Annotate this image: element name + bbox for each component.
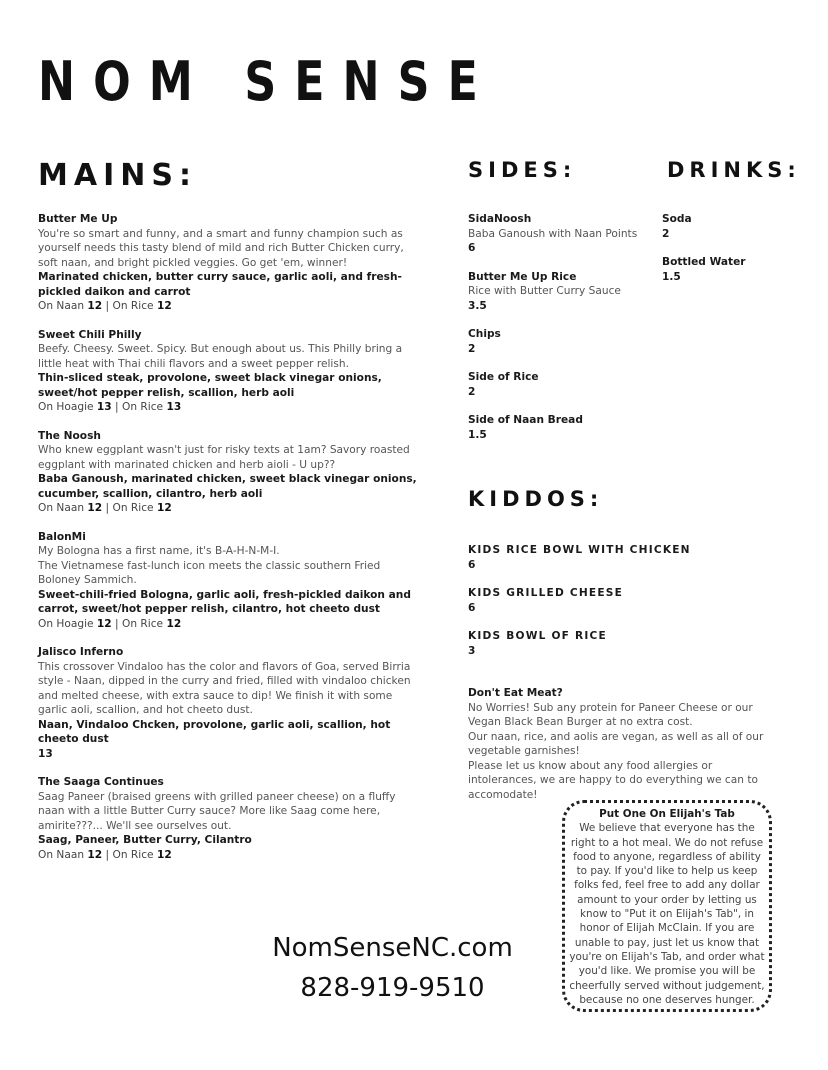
menu-item bbox=[38, 775, 420, 862]
item-name: The Noosh bbox=[38, 429, 101, 442]
menu-item bbox=[38, 429, 420, 516]
price-separator: | bbox=[105, 300, 110, 312]
price-value: 13 bbox=[38, 747, 53, 760]
item-name: Sweet Chili Philly bbox=[38, 328, 142, 341]
side-item bbox=[468, 327, 653, 356]
kids-item bbox=[468, 629, 798, 658]
kids-item bbox=[468, 586, 798, 615]
side-item bbox=[468, 413, 653, 442]
item-ingredients: Naan, Vindaloo Chcken, provolone, garlic aoli, scallion, hot cheeto dust bbox=[38, 718, 391, 745]
drink-name: Bottled Water bbox=[662, 256, 746, 268]
price-separator: | bbox=[105, 848, 110, 861]
drinks-heading: DRINKS: bbox=[667, 158, 801, 182]
price-value: 12 bbox=[156, 300, 172, 312]
website-link[interactable]: NomSenseNC.com bbox=[272, 933, 513, 963]
vegan-note-line: No Worries! Sub any protein for Paneer Cheese or our Vegan Black Bean Burger at no extra cost. bbox=[468, 701, 753, 728]
price-label: On Naan bbox=[38, 848, 85, 861]
item-price bbox=[38, 299, 420, 314]
drink-price: 2 bbox=[662, 227, 670, 240]
item-description: Beefy. Cheesy. Sweet. Spicy. But enough about us. This Philly bring a little heat with Thai chili flavors and a sweet pepper relish. bbox=[38, 343, 403, 370]
side-name: Side of Naan Bread bbox=[468, 414, 583, 426]
side-name: Side of Rice bbox=[468, 371, 539, 383]
vegan-note-line: Please let us know about any food allergies or intolerances, we are happy to do everything we can to accomodate! bbox=[468, 759, 758, 801]
kids-item-name: KIDS BOWL OF RICE bbox=[468, 630, 607, 642]
side-name: SidaNoosh bbox=[468, 213, 532, 225]
item-description: Who knew eggplant wasn't just for risky texts at 1am? Savory roasted eggplant with marinated chicken and herb aioli - U up?? bbox=[38, 444, 410, 471]
price-value: 12 bbox=[96, 617, 112, 630]
mains-heading: MAINS: bbox=[38, 158, 197, 193]
item-ingredients: Saag, Paneer, Butter Curry, Cilantro bbox=[38, 834, 252, 846]
vegan-note-line: Our naan, rice, and aolis are vegan, as well as all of our vegetable garnishes! bbox=[468, 730, 764, 757]
side-price: 1.5 bbox=[468, 428, 487, 441]
item-description: My Bologna has a first name, it's B-A-H-N-M-I. bbox=[38, 545, 280, 557]
side-item bbox=[468, 370, 653, 399]
menu-item bbox=[38, 530, 420, 632]
side-item bbox=[468, 270, 653, 314]
price-label: On Rice bbox=[112, 300, 154, 312]
menu-item bbox=[38, 212, 420, 314]
kiddos-list bbox=[468, 543, 798, 672]
side-price: 2 bbox=[468, 342, 476, 355]
item-price bbox=[38, 848, 420, 863]
price-label: On Rice bbox=[122, 617, 164, 630]
price-label: On Naan bbox=[38, 300, 85, 312]
menu-item bbox=[38, 645, 420, 761]
item-description: This crossover Vindaloo has the color and flavors of Goa, served Birria style - Naan, dipped in the curry and fried, filled with vindaloo chicken and melted cheese, with extra sauce to dip! We finish it with some garlic aoli, scallion, and hot cheeto dust. bbox=[38, 660, 411, 716]
kids-item-price: 6 bbox=[468, 558, 476, 571]
phone-number[interactable]: 828-919-9510 bbox=[300, 973, 485, 1003]
price-label: On Hoagie bbox=[38, 617, 94, 630]
side-price: 2 bbox=[468, 385, 476, 398]
side-name: Chips bbox=[468, 328, 501, 340]
drinks-list bbox=[662, 212, 802, 298]
side-description: Rice with Butter Curry Sauce bbox=[468, 285, 621, 297]
item-name: Jalisco Inferno bbox=[38, 646, 124, 658]
side-price: 6 bbox=[468, 242, 476, 254]
side-price: 3.5 bbox=[468, 299, 487, 312]
menu-item bbox=[38, 328, 420, 415]
side-description: Baba Ganoush with Naan Points bbox=[468, 227, 638, 240]
price-separator: | bbox=[115, 617, 119, 630]
kiddos-heading: KIDDOS: bbox=[468, 487, 604, 511]
vegan-note-title: Don't Eat Meat? bbox=[468, 687, 563, 699]
item-ingredients: Thin-sliced steak, provolone, sweet black vinegar onions, sweet/hot pepper relish, scallion, herb aoli bbox=[38, 372, 382, 399]
price-separator: | bbox=[115, 401, 119, 413]
drink-item bbox=[662, 255, 802, 284]
price-value: 13 bbox=[96, 401, 112, 413]
elijahs-tab-title: Put One On Elijah's Tab bbox=[599, 808, 735, 820]
item-ingredients: Sweet-chili-fried Bologna, garlic aoli, fresh-pickled daikon and carrot, sweet/hot pepper relish, cilantro, hot cheeto dust bbox=[38, 588, 411, 615]
item-price bbox=[38, 617, 420, 632]
kids-item-price: 3 bbox=[468, 644, 476, 657]
sides-heading: SIDES: bbox=[468, 158, 577, 182]
item-description: Saag Paneer (braised greens with grilled paneer cheese) on a fluffy naan with a little Butter Curry sauce? More like Saag come here, amirite???... We'll see ourselves out. bbox=[38, 790, 396, 832]
kids-item-price: 6 bbox=[468, 601, 476, 614]
side-name: Butter Me Up Rice bbox=[468, 270, 577, 283]
price-label: On Rice bbox=[112, 848, 154, 861]
contact-info bbox=[250, 928, 535, 1008]
elijahs-tab-box bbox=[562, 800, 772, 1012]
price-value: 12 bbox=[87, 848, 103, 861]
price-value: 12 bbox=[87, 502, 103, 514]
item-ingredients: Baba Ganoush, marinated chicken, sweet black vinegar onions, cucumber, scallion, cilantro, herb aoli bbox=[38, 473, 417, 500]
price-label: On Hoagie bbox=[38, 401, 94, 413]
kids-item-name: KIDS GRILLED CHEESE bbox=[468, 587, 624, 599]
item-ingredients: Marinated chicken, butter curry sauce, garlic aoli, and fresh-pickled daikon and carrot bbox=[38, 271, 402, 298]
sides-list bbox=[468, 212, 653, 456]
price-value: 13 bbox=[166, 401, 182, 413]
item-name: Butter Me Up bbox=[38, 213, 118, 225]
price-value: 12 bbox=[156, 848, 172, 861]
price-label: On Rice bbox=[122, 401, 164, 413]
price-label: On Rice bbox=[112, 502, 154, 514]
item-price bbox=[38, 400, 420, 415]
elijahs-tab-body: We believe that everyone has the right to a hot meal. We do not refuse food to anyone, regardless of ability to pay. If you'd like to help us keep folks fed, feel free to add any dollar amount to your order by letting us know to "Put it on Elijah's Tab", in honor of Elijah McClain. If you are unable to pay, just let us know that you're on Elijah's Tab, and order what you'd like. We promise you will be cheerfully served without judgement, because no one deserves hunger. bbox=[569, 822, 765, 1006]
price-separator: | bbox=[105, 502, 110, 514]
price-label: On Naan bbox=[38, 502, 85, 514]
item-price bbox=[38, 501, 420, 516]
drink-price: 1.5 bbox=[662, 270, 681, 283]
item-description: You're so smart and funny, and a smart and funny champion such as yourself needs this tasty blend of mild and rich Butter Chicken curry, soft naan, and bright pickled veggies. Go get 'em, winner! bbox=[38, 227, 404, 269]
vegan-note bbox=[468, 686, 778, 802]
item-description: The Vietnamese fast-lunch icon meets the classic southern Fried Boloney Sammich. bbox=[38, 559, 381, 586]
drink-name: Soda bbox=[662, 213, 692, 225]
brand-title: NOM SENSE bbox=[38, 50, 496, 113]
kids-item bbox=[468, 543, 798, 572]
kids-item-name: KIDS RICE BOWL WITH CHICKEN bbox=[468, 544, 691, 556]
item-name: The Saaga Continues bbox=[38, 776, 164, 788]
mains-list bbox=[38, 212, 420, 876]
drink-item bbox=[662, 212, 802, 241]
price-value: 12 bbox=[87, 300, 103, 312]
item-name: BalonMi bbox=[38, 530, 86, 543]
side-item bbox=[468, 212, 653, 256]
price-value: 12 bbox=[166, 617, 182, 630]
price-value: 12 bbox=[156, 502, 172, 514]
